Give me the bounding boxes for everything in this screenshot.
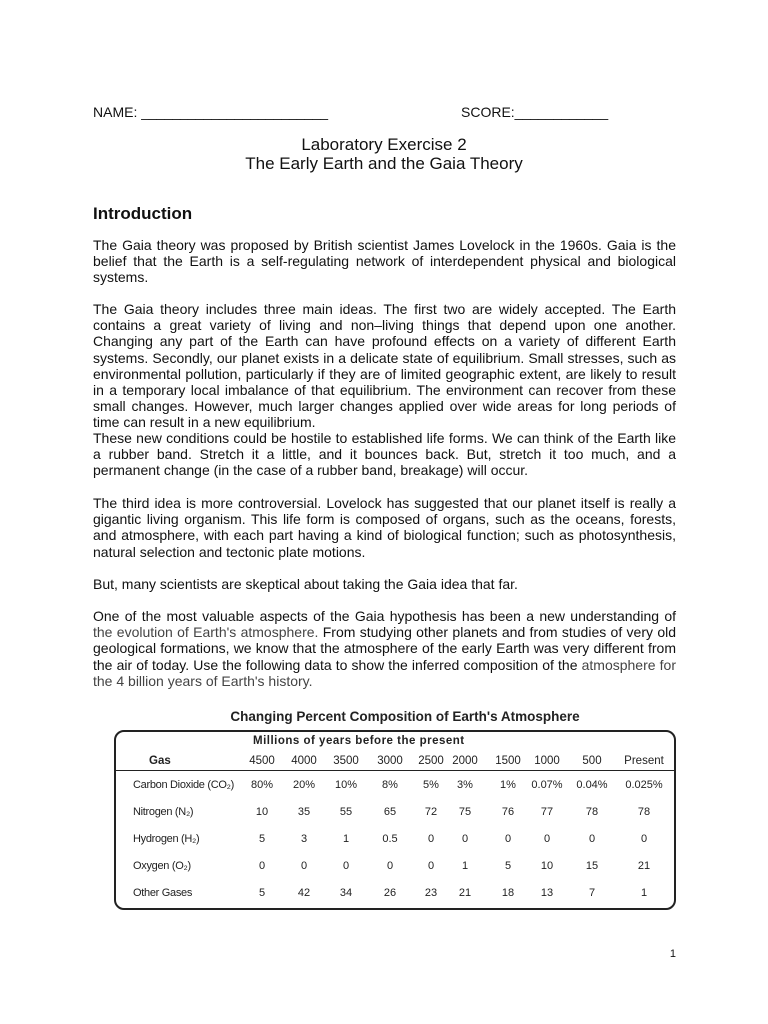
table-cell: 1% [500, 779, 516, 791]
paragraph: But, many scientists are skeptical about taking the Gaia idea that far. [93, 576, 518, 592]
lab-title: Laboratory Exercise 2 [301, 135, 467, 154]
table-cell: 0.5 [382, 833, 398, 845]
table-cell: 0.07% [531, 779, 563, 791]
paragraph: The third idea is more controversial. Lovelock has suggested that our planet itself is really a gigantic living organism. This life form is composed of organs, such as the oceans, forests, and atmosphere, with each part having a kind of biological function; such as photosynthesis, natural selection and tectonic plate motions. [93, 495, 676, 560]
text: the evolution of Earth's atmosphere. [93, 624, 319, 641]
table-cell: 0 [504, 833, 512, 845]
gas-name: Nitrogen (N₂) [133, 806, 194, 818]
table-divider [114, 770, 676, 771]
table-cell: 76 [501, 806, 515, 818]
paragraph [93, 608, 676, 689]
table-cell: 0 [640, 833, 648, 845]
table-cell: 0.04% [576, 779, 608, 791]
table-cell: 5% [423, 779, 439, 791]
paragraph: These new conditions could be hostile to established life forms. We can think of the Earth like a rubber band. Stretch it a little, and it bounces back. But, stretch it too much, and a permanent change (in the case of a rubber band, breakage) will occur. [93, 430, 676, 479]
table-cell: 26 [383, 887, 397, 899]
table-cell: 1 [640, 887, 648, 899]
name-field-label: NAME: ________________________ [93, 104, 329, 120]
table-cell: 21 [458, 887, 472, 899]
gas-name: Hydrogen (H₂) [133, 833, 200, 845]
table-cell: 8% [382, 779, 398, 791]
year-column-header: 3500 [333, 755, 359, 767]
table-cell: 18 [501, 887, 515, 899]
table-cell: 55 [339, 806, 353, 818]
table-cell: 78 [637, 806, 651, 818]
year-column-header: Present [624, 755, 664, 767]
table-cell: 20% [292, 779, 316, 791]
table-cell: 80% [250, 779, 274, 791]
year-column-header: 3000 [377, 755, 403, 767]
table-cell: 0 [588, 833, 596, 845]
table-cell: 7 [588, 887, 596, 899]
year-column-header: 1000 [534, 755, 560, 767]
table-cell: 35 [297, 806, 311, 818]
table-cell: 0 [300, 860, 308, 872]
table-cell: 13 [540, 887, 554, 899]
table-cell: 21 [637, 860, 651, 872]
table-cell: 77 [540, 806, 554, 818]
table-cell: 3 [300, 833, 308, 845]
table-cell: 0 [427, 860, 435, 872]
gas-name: Other Gases [133, 887, 193, 899]
table-cell: 3% [457, 779, 473, 791]
table-span-header: Millions of years before the present [253, 735, 465, 747]
table-cell: 72 [424, 806, 438, 818]
table-cell: 0 [386, 860, 394, 872]
table-cell: 0 [427, 833, 435, 845]
gas-name: Carbon Dioxide (CO₂) [133, 779, 234, 791]
year-column-header: 2500 [418, 755, 444, 767]
table-cell: 0 [342, 860, 350, 872]
gas-column-header: Gas [149, 755, 171, 767]
year-column-header: 4500 [249, 755, 275, 767]
score-field-label: SCORE:____________ [461, 104, 609, 120]
table-cell: 1 [461, 860, 469, 872]
text: From studying other planets and from studies of very old geological formations, we know that the atmosphere of the early Earth was very different from the air of today. Use the following data to show the inferred composition of the [93, 624, 676, 673]
year-column-header: 4000 [291, 755, 317, 767]
table-cell: 15 [585, 860, 599, 872]
table-cell: 1 [342, 833, 350, 845]
text: One of the most valuable aspects of the Gaia hypothesis has been a new understanding of [93, 608, 676, 624]
table-cell: 10 [540, 860, 554, 872]
year-column-header: 500 [582, 755, 602, 767]
table-cell: 0 [543, 833, 551, 845]
table-cell: 65 [383, 806, 397, 818]
table-cell: 23 [424, 887, 438, 899]
table-cell: 5 [258, 887, 266, 899]
year-column-header: 1500 [495, 755, 521, 767]
table-cell: 42 [297, 887, 311, 899]
table-cell: 0 [461, 833, 469, 845]
gas-name: Oxygen (O₂) [133, 860, 191, 872]
table-caption: Changing Percent Composition of Earth's Atmosphere [230, 709, 580, 724]
table-cell: 5 [504, 860, 512, 872]
text: atmosphere for the 4 billion years of Earth's history. [93, 656, 676, 689]
page-number: 1 [669, 948, 676, 960]
table-cell: 75 [458, 806, 472, 818]
table-cell: 5 [258, 833, 266, 845]
paragraph: The Gaia theory includes three main ideas. The first two are widely accepted. The Earth contains a great variety of living and non–living things that depend upon one another. Changing any part of the Earth can have profound effects on a variety of different Earth systems. Secondly, our planet exists in a delicate state of equilibrium. Small stresses, such as environmental pollution, particularly if they are of limited geographic extent, are likely to result in a temporary local imbalance of that equilibrium. The environment can recover from these small changes. However, much larger changes applied over wide areas for long periods of time can result in a new equilibrium. [93, 301, 676, 431]
year-column-header: 2000 [452, 755, 478, 767]
table-cell: 10 [255, 806, 269, 818]
paragraph: The Gaia theory was proposed by British scientist James Lovelock in the 1960s. Gaia is the belief that the Earth is a self-regulating network of interdependent physical and biological systems. [93, 237, 676, 286]
table-cell: 0.025% [625, 779, 663, 791]
table-cell: 0 [258, 860, 266, 872]
table-cell: 34 [339, 887, 353, 899]
table-cell: 10% [334, 779, 358, 791]
lab-subtitle: The Early Earth and the Gaia Theory [245, 154, 523, 173]
section-heading: Introduction [93, 204, 193, 223]
table-cell: 78 [585, 806, 599, 818]
